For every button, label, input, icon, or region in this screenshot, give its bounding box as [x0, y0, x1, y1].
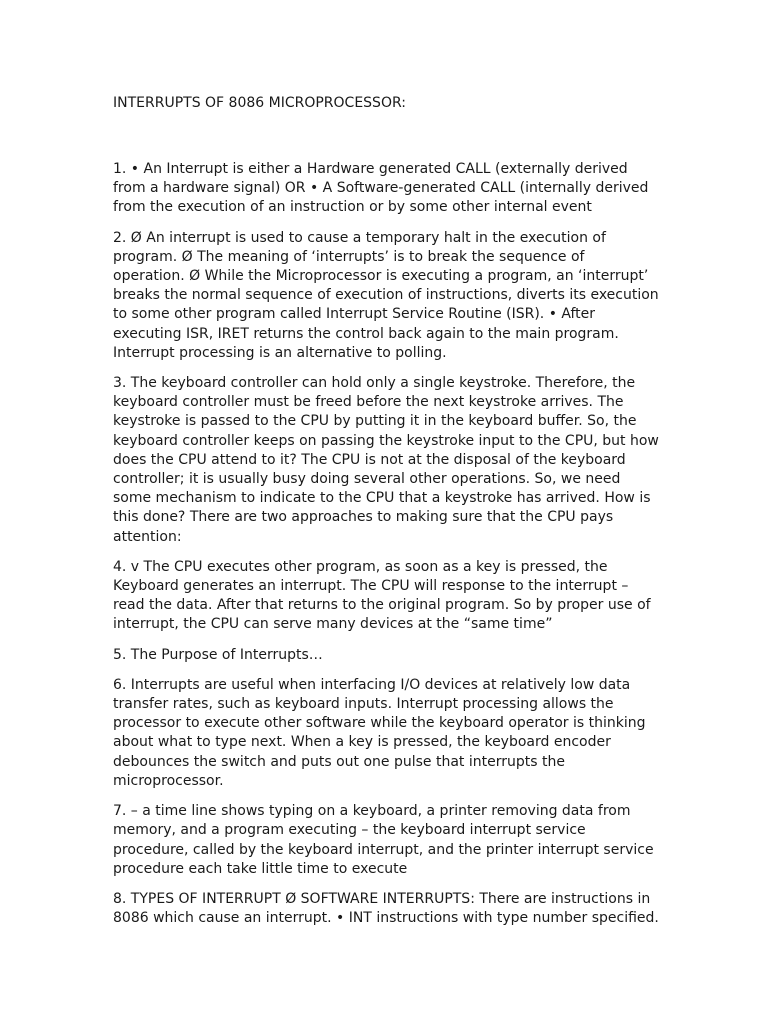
paragraph-7: 7. – a time line shows typing on a keyboard, a printer removing data from memory, and a program executing – the keyboard interrupt service procedure, called by the keyboard interrupt, and the printer interrupt service procedure each take little time to execute — [113, 803, 654, 877]
paragraph-8: 8. TYPES OF INTERRUPT Ø SOFTWARE INTERRUPTS: There are instructions in 8086 which cause an interrupt. • INT instructions with type number specified. — [113, 890, 659, 927]
paragraph-6: 6. Interrupts are useful when interfacing I/O devices at relatively low data transfer rates, such as keyboard inputs. Interrupt processing allows the processor to execute other software while the keyboard operator is thinking about what to type next. When a key is pressed, the keyboard encoder debounces the switch and puts out one pulse that interrupts the microprocessor. — [113, 676, 646, 789]
paragraph-4: 4. v The CPU executes other program, as soon as a key is pressed, the Keyboard generates an interrupt. The CPU will response to the interrupt – read the data. After that returns to the original program. So by proper use of interrupt, the CPU can serve many devices at the “same time” — [113, 558, 651, 633]
paragraph-5: 5. The Purpose of Interrupts… — [113, 646, 323, 663]
document-title: INTERRUPTS OF 8086 MICROPROCESSOR: — [113, 95, 406, 111]
paragraph-2: 2. Ø An interrupt is used to cause a temporary halt in the execution of program. Ø The meaning of ‘interrupts’ is to break the sequence of operation. Ø While the Microprocessor is executing a program, an ‘interrupt’ breaks the normal sequence of execution of instructions, diverts its execution to some other program called Interrupt Service Routine (ISR). • After executing ISR, IRET returns the control back again to the main program. Interrupt processing is an alternative to polling. — [113, 229, 659, 361]
paragraph-1: 1. • An Interrupt is either a Hardware generated CALL (externally derived from a hardware signal) OR • A Software-generated CALL (internally derived from the execution of an instruction or by some other internal event — [113, 161, 649, 216]
paragraph-3: 3. The keyboard controller can hold only a single keystroke. Therefore, the keyboard controller must be freed before the next keystroke arrives. The keystroke is passed to the CPU by putting it in the keyboard buffer. So, the keyboard controller keeps on passing the keystroke input to the CPU, but how does the CPU attend to it? The CPU is not at the disposal of the keyboard controller; it is usually busy doing several other operations. So, we need some mechanism to indicate to the CPU that a keystroke has arrived. How is this done? There are two approaches to making sure that the CPU pays attention: — [113, 375, 659, 545]
